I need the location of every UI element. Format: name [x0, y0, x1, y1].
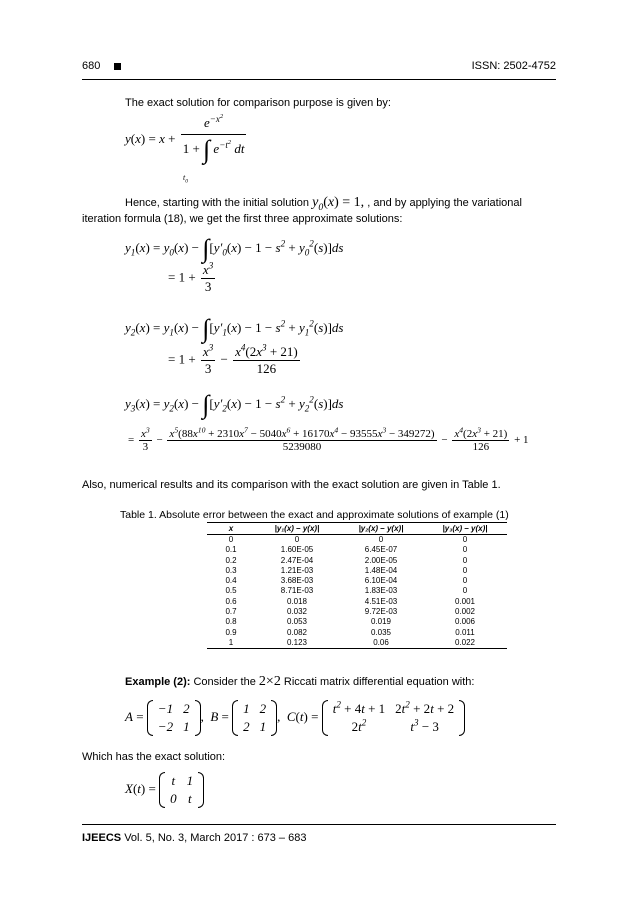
table-row [207, 535, 507, 546]
table-cell: 4.51E-03 [364, 596, 398, 606]
table-cell: 2.47E-04 [280, 555, 314, 565]
footer [82, 832, 306, 844]
table-row [207, 597, 507, 607]
table-cell: 0 [462, 565, 468, 575]
equation-matrices: A = −1 2 −2 1 , B = 1 2 2 1 , C(t) = $t^2 + 4t + 1$ $2t^2 + 2t + 2$ $2t^2$ $t^3 - 3$ [125, 700, 465, 736]
table-cell: 0.9 [225, 627, 237, 637]
table-cell: 0.002 [454, 607, 476, 617]
table-cell: 0.8 [225, 617, 237, 627]
table-cell: 0.6 [225, 596, 237, 606]
footer-citation: Vol. 5, No. 3, March 2017 : 673 – 683 [124, 832, 307, 844]
equation-y1: $y_1(x) = y_0(x) - \int[y'_0(x) - 1 - s^2 + y_0^2(s)]ds$ [125, 234, 344, 263]
equation-y2: $y_2(x) = y_1(x) - \int[y'_1(x) - 1 - s^2 + y_1^2(s)]ds$ [125, 314, 344, 343]
table-cell: 0.123 [255, 638, 339, 649]
table-cell: 1.21E-03 [280, 565, 314, 575]
table-cell: 0.053 [286, 617, 308, 627]
equation-exact-solution: y(x) = x + $\frac{e^{-x^2}}{1 + \int e^{-t^2} dt}$ $t_0$ [125, 112, 245, 185]
equation-exact-matrix: X(t) = t 1 0 t [125, 772, 204, 808]
table-row [207, 576, 507, 586]
example-label: Example (2): [125, 676, 191, 688]
square-bullet-icon [114, 63, 121, 70]
table-cell: 0.5 [225, 586, 237, 596]
table-cell: 0 [462, 586, 468, 596]
table-header-cell: |y₃(x) – y(x)| [423, 523, 507, 535]
page-number: 680 [82, 60, 101, 72]
table-cell: 2.00E-05 [364, 555, 398, 565]
table-cell: 0 [462, 545, 468, 555]
table-row [207, 556, 507, 566]
table-cell: 0.022 [423, 638, 507, 649]
table-header-row [207, 523, 507, 535]
which-has-text: Which has the exact solution: [82, 751, 226, 763]
table-cell: 6.45E-07 [364, 545, 398, 555]
table-cell: 0.082 [286, 627, 308, 637]
table-cell: 1.48E-04 [364, 565, 398, 575]
header-left [82, 60, 121, 72]
equation-y3: $y_3(x) = y_2(x) - \int[y'_2(x) - 1 - s^2 + y_2^2(s)]ds$ [125, 390, 344, 419]
table-cell: 0 [462, 555, 468, 565]
table-cell: 0 [462, 535, 468, 544]
table-cell: 0.2 [225, 555, 237, 565]
table-cell: 0 [462, 576, 468, 586]
table-row [207, 566, 507, 576]
example-2-line: Example (2): Consider the 2×2 Riccati matrix differential equation with: [125, 674, 475, 689]
table-cell: 0.032 [286, 607, 308, 617]
equation-y1-result: = 1 + $\frac{x^3}{3}$ [168, 260, 214, 294]
table-cell: 0.035 [370, 627, 392, 637]
table-cell: 1.83E-03 [364, 586, 398, 596]
exact-intro: The exact solution for comparison purpose is given by: [125, 97, 391, 109]
table-cell: 0.3 [225, 565, 237, 575]
equation-y3-result: = $\frac{x^3}{3}$ − $\frac{x^5(88x^{10} + 2310x^7 - 5040x^6 + 16170x^4 - 93555x^3 - 349272)}{5239080}$ − $\frac{x^4(2x^3 + 21)}{126}$ + 1 [128, 425, 529, 453]
error-table-wrapper [207, 522, 507, 649]
table-row [207, 617, 507, 627]
table-row [207, 586, 507, 596]
table-body [207, 535, 507, 649]
table-cell: 1.60E-05 [280, 545, 314, 555]
table-cell: 1 [207, 638, 255, 649]
equation-y2-result: = 1 + $\frac{x^3}{3}$ − $\frac{x^4(2x^3 + 21)}{126}$ [168, 342, 298, 376]
table-header-cell: |y₁(x) – y(x)| [255, 523, 339, 535]
table-cell: 0.018 [286, 596, 308, 606]
table-cell: 0 [228, 535, 234, 544]
table-cell: 0.06 [339, 638, 423, 649]
table-cell: 0.001 [454, 596, 476, 606]
header-rule [82, 79, 556, 80]
also-paragraph: Also, numerical results and its comparison with the exact solution are given in Table 1. [82, 479, 501, 491]
table-cell: 3.68E-03 [280, 576, 314, 586]
table-row [207, 607, 507, 617]
table-cell: 0 [378, 535, 384, 544]
hence-line-1: Hence, starting with the initial solution $y_0(x) = 1$, , and by applying the variational [125, 195, 522, 213]
table-caption: Table 1. Absolute error between the exact and approximate solutions of example (1) [120, 509, 509, 521]
table-cell: 9.72E-03 [364, 607, 398, 617]
table-cell: 0.4 [225, 576, 237, 586]
table-cell: 0.006 [454, 617, 476, 627]
footer-rule [82, 824, 556, 825]
table-cell: 6.10E-04 [364, 576, 398, 586]
journal-name: IJEECS [82, 832, 122, 844]
hence-line-2: iteration formula (18), we get the first three approximate solutions: [82, 213, 403, 225]
table-row [207, 545, 507, 555]
table-cell: 0.019 [370, 617, 392, 627]
issn: ISSN: 2502-4752 [471, 60, 556, 72]
table-row [207, 638, 507, 649]
table-cell: 0.011 [455, 627, 475, 637]
table-header-cell: |y₂(x) – y(x)| [339, 523, 423, 535]
table-header-cell: x [207, 523, 255, 535]
error-table [207, 522, 507, 649]
table-cell: 0 [294, 535, 300, 544]
table-row [207, 628, 507, 638]
table-cell: 0.7 [225, 607, 237, 617]
table-cell: 8.71E-03 [280, 586, 314, 596]
table-cell: 0.1 [225, 545, 237, 555]
